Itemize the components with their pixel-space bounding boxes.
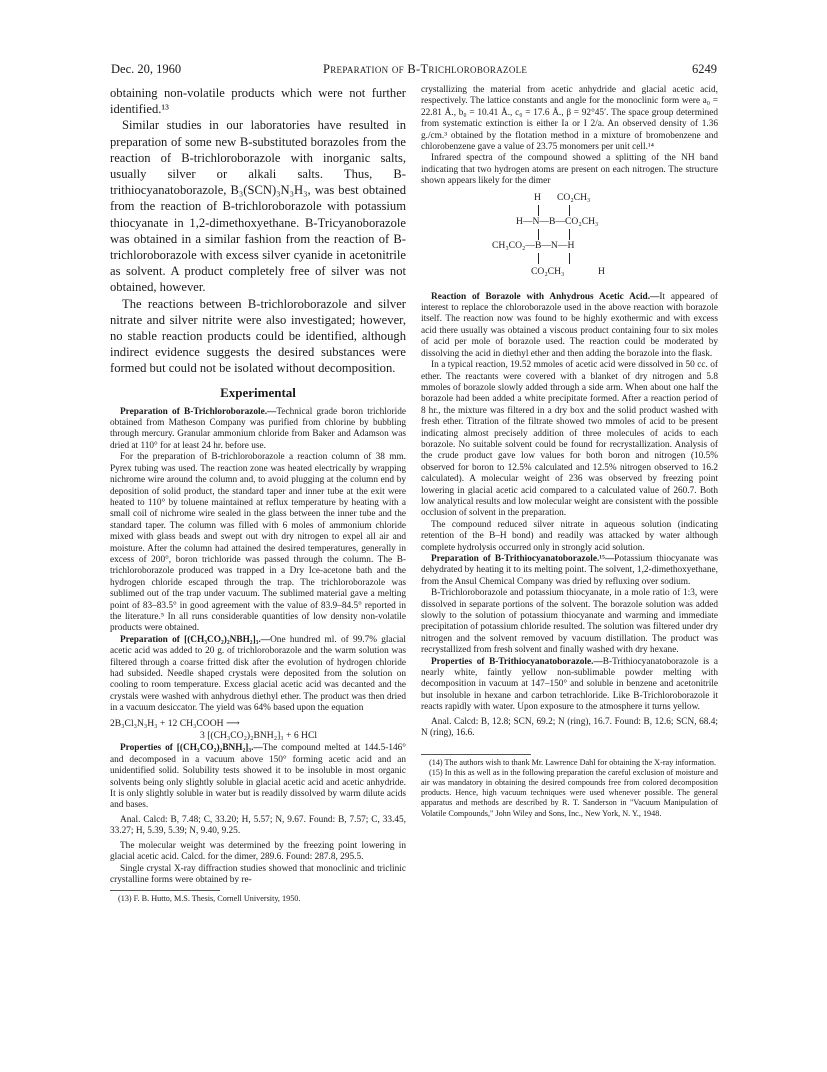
reaction-paragraph [421, 292, 718, 360]
header-title: Preparation of B-Trichloroborazole [323, 62, 528, 76]
continued-paragraph: crystallizing the material from acetic anhydride and glacial acetic acid, respectively. The lattice constants and angle for the monoclinic form were a₀ = 22.81 Å., b₀ = 10.41 Å., c₀ = 17.6 Å., β = 92°45′. The space group determined from systematic extinction is either Ia or I 2/a. An observed density of 1.36 g./cm.³ obtained by the flotation method in a mixture of bromobenzene and chlorobenzene gave a value of 23.75 monomers per unit cell.¹⁴ [421, 85, 718, 153]
runin-heading: Reaction of Borazole with Anhydrous Acetic Acid.— [431, 291, 660, 302]
runin-heading: Preparation of B-Trichloroborazole.— [120, 406, 277, 417]
paragraph-body: One hundred ml. of 99.7% glacial acetic acid was added to 20 g. of trichloroborazole and the warm solution was filtered through a coarse fritted disk after the evolution of hydrogen chloride had subsided. Needle shaped crystals were deposited from the solution on cooling to room temperature. Excess glacial acetic acid was decanted and the crystals were washed with anhydrous diethyl ether. The product was then dried in a vacuum desiccator. The yield was 64% based upon the equation [110, 634, 406, 714]
struct-bond [538, 229, 539, 240]
paragraph-body: B-Trithiocyanatoborazole is a nearly white, faintly yellow non-sublimable powder melting with decomposition in vacuum at 147–150° and soluble in benzene and acetonitrile but insoluble in hexane and carbon tetrachloride. Like B-Trichloroborazole it reacts rapidly with water. Upon exposure to the atmosphere it turns yellow. [421, 656, 718, 713]
intro-paragraph-3: The reactions between B-trichloroborazole and silver nitrate and silver nitrite were also investigated; however, no stable reaction products could be identified, although indirect evidence suggests the desired substances were formed but could not be isolated without decomposition. [110, 296, 406, 376]
header-date: Dec. 20, 1960 [111, 62, 182, 76]
struct-group-bottom: CO₂CH₃ [531, 265, 565, 277]
molecular-weight-paragraph: The molecular weight was determined by the freezing point lowering in glacial acetic acid. Calcd. for the dimer, 289.6. Found: 287.8, 295.5. [110, 840, 406, 863]
footnote-15: (15) In this as well as in the following preparation the careful exclusion of moisture and air was mandatory in obtaining the desired compounds free from colored decomposition products. Hence, high vacuum techniques were used whenever possible. The general apparatus and methods are described by R. T. Sanderson in "Vacuum Manipulation of Volatile Compounds," John Wiley and Sons, Inc., New York, N. Y., 1948. [421, 767, 718, 818]
struct-bond [538, 253, 539, 264]
equation-line-2: 3 [(CH₃CO₂)₂BNH₂]₃ + 6 HCl [200, 730, 318, 742]
intro-paragraph-1: obtaining non-volatile products which were not further identified.¹³ [110, 86, 406, 117]
footnote-14: (14) The authors wish to thank Mr. Lawrence Dahl for obtaining the X-ray information. [429, 757, 717, 767]
left-column [110, 85, 406, 905]
struct-bond [569, 205, 570, 216]
infrared-paragraph: Infrared spectra of the compound showed a splitting of the NH band indicating that two hydrogen atoms are present on each nitrogen. The structure shown appears likely for the dimer [421, 153, 718, 187]
runin-heading: Preparation of [(CH₃CO₂)₂NBH₂]₃.— [120, 634, 271, 645]
prep-procedure-paragraph: For the preparation of B-trichloroborazole a reaction column of 38 mm. Pyrex tubing was used. The reaction zone was heated electrically by wrapping nichrome wire around the column and, to avoid plugging at the column end by deposition of solid product, the standard taper and inner tube at the exit were heated to 110° by toluene maintained at reflux temperature by heating with a small coil of nichrome wire sealed in the glass between the inner tube and the standard taper. The column was filled with 6 moles of ammonium chloride mixed with glass beads and swept out with dry nitrogen to expel all air and moisture. After the column had attained the desired temperatures, generally in excess of 200°, boron trichloride was passed through the column. The B-trichloroborazole produced was trapped in a Dry Ice-acetone bath and the hydrogen chloride escaped through the trap. The trichloroborazole was sublimed out of the trap under vacuum. The sublimed material gave a melting point of 83–83.5° in good agreement with the value of 83.9–84.5° reported in the literature.⁵ In all runs considerable quantities of low density non-volatile products were obtained. [110, 452, 406, 634]
paragraph-body: It appeared of interest to replace the chloroborazole used in the above reaction with borazole itself. The reaction now was found to be highly exothermic and with excess acid there usually was obtained a viscous product containing four to six moles of acid per mole of borazole used. The reaction could be moderated by dissolving the acid in diethyl ether and then adding the borazole into the flask. [421, 291, 718, 359]
struct-atom-h-bottom: H [598, 265, 605, 277]
paragraph-body: Technical grade boron trichloride obtained from Matheson Company was purified from chlorine by bubbling through mercury. Granular ammonium chloride from Baker and Adamson was dried at 110° for at least 24 hr. before use. [110, 406, 406, 451]
header-page-number: 6249 [692, 62, 717, 76]
intro-paragraph-2: Similar studies in our laboratories have resulted in preparation of some new B-substituted borazoles from the reaction of B-trichloroborazole with inorganic salts, usually silver or alkali salts. Thus, B-trithiocyanatoborazole, B₃(SCN)₃N₃H₃, was best obtained from the reaction of B-trichloroborazole with potassium thiocyanate in 1,2-dimethoxyethane. B-Tricyanoborazole was obtained in a similar fashion from the reaction of B-trichloroborazole with excess silver cyanide in acetonitrile as solvent. A product completely free of silver was not obtained, however. [110, 118, 406, 295]
analysis-line-2: Anal. Calcd: B, 12.8; SCN, 69.2; N (ring), 16.7. Found: B, 12.6; SCN, 68.4; N (ring), 16.6. [421, 716, 718, 739]
struct-row-2: H—N—B—CO₂CH₃ [516, 215, 599, 227]
props-acetate-paragraph [110, 743, 406, 811]
right-experimental-text [421, 292, 718, 740]
analysis-line-1: Anal. Calcd: B, 7.48; C, 33.20; H, 5.57; N, 9.67. Found: B, 7.57; C, 33.45, 33.27; H, 5.39, 5.39; N, 9.40, 9.25. [110, 814, 406, 837]
continued-text [421, 85, 718, 188]
footnote-13: (13) F. B. Hutto, M.S. Thesis, Cornell University, 1950. [118, 894, 301, 904]
struct-atom-h-top: H [534, 191, 541, 203]
equation-line-1: 2B₃Cl₃N₃H₃ + 12 CH₃COOH ⟶ [110, 717, 240, 729]
struct-bond [569, 253, 570, 264]
footnote-rule [421, 754, 531, 755]
right-column [421, 85, 718, 819]
struct-bond [569, 229, 570, 240]
reduction-paragraph: The compound reduced silver nitrate in aqueous solution (indicating retention of the B–H bond) and readily was attacked by water although complete hydrolysis occurred only in strongly acid solution. [421, 519, 718, 553]
paragraph-body: The compound melted at 144.5-146° and decomposed in a vacuum above 150° forming acetic acid and an unidentified solid. Solubility tests showed it to be insoluble in most organic solvents being only slightly soluble in glacial acetic acid and acetic anhydride. It is only slightly soluble in water but is readily dissolved by warm dilute acids and bases. [110, 743, 406, 811]
struct-bond [538, 205, 539, 216]
section-heading-experimental: Experimental [220, 384, 296, 400]
intro-text [110, 85, 406, 377]
footnote-rule [110, 890, 220, 891]
struct-group-top: CO₂CH₃ [557, 191, 591, 203]
struct-row-3: CH₃CO₂—B—N—H [492, 239, 575, 251]
typical-reaction-paragraph: In a typical reaction, 19.52 mmoles of acetic acid were dissolved in 50 cc. of ether. The reactants were covered with a blanket of dry nitrogen and 5.8 mmoles of borazole slowly added through a side arm. When about one half the borazole had been added a white precipitate formed. After a reaction period of 8 hr., the mixture was filtered in a dry box and the solid product washed with fresh ether. Titration of the filtrate showed two mmoles of acid to be present indicating almost precisely addition of three molecules of acids to each borazole. No suitable solvent could be found for recrystallization. Analysis of the crude product gave low values for both boron and nitrogen (10.5% observed for boron to 12.5% calculated and 12.5% nitrogen observed to 16.2 calculated). A molecular weight of 236 was observed by freezing point lowering in glacial acetic acid compared to a calculated value of 260.7. Both low analytical results and low molecular weight are consistent with the possible occlusion of solvent in the preparation. [421, 360, 718, 519]
runin-heading: Properties of B-Trithiocyanatoborazole.— [431, 656, 603, 667]
paragraph-body: Potassium thiocyanate was dehydrated by heating it to its melting point. The solvent, 1,2-dimethoxyethane, from the Ansul Chemical Company was dried by refluxing over sodium. [421, 554, 718, 587]
prep-trichloroborazole-paragraph [110, 407, 406, 453]
prep-acetate-paragraph [110, 635, 406, 715]
experimental-text [110, 407, 406, 887]
dimer-structure-diagram [421, 190, 718, 288]
runin-heading: Properties of [(CH₃CO₂)₂BNH₂]₃.— [120, 743, 263, 754]
runin-heading: Preparation of B-Trithiocyanatoborazole.¹⁵— [431, 554, 615, 564]
props-thiocyanate-paragraph [421, 657, 718, 714]
thiocyanate-procedure-paragraph: B-Trichloroborazole and potassium thiocyanate, in a mole ratio of 1:3, were dissolved in separate portions of the solvent. The borazole solution was added slowly to the solution of potassium thiocyanate and warming and immediate precipitation of potassium chloride resulted. The solution was filtered under dry nitrogen and the solvent removed by vacuum distillation. The product was recrystallized from fresh solvent and finally washed with dry hexane. [421, 588, 718, 656]
prep-thiocyanate-paragraph [421, 554, 718, 588]
xray-paragraph: Single crystal X-ray diffraction studies showed that monoclinic and triclinic crystalline forms were obtained by re- [110, 863, 406, 885]
